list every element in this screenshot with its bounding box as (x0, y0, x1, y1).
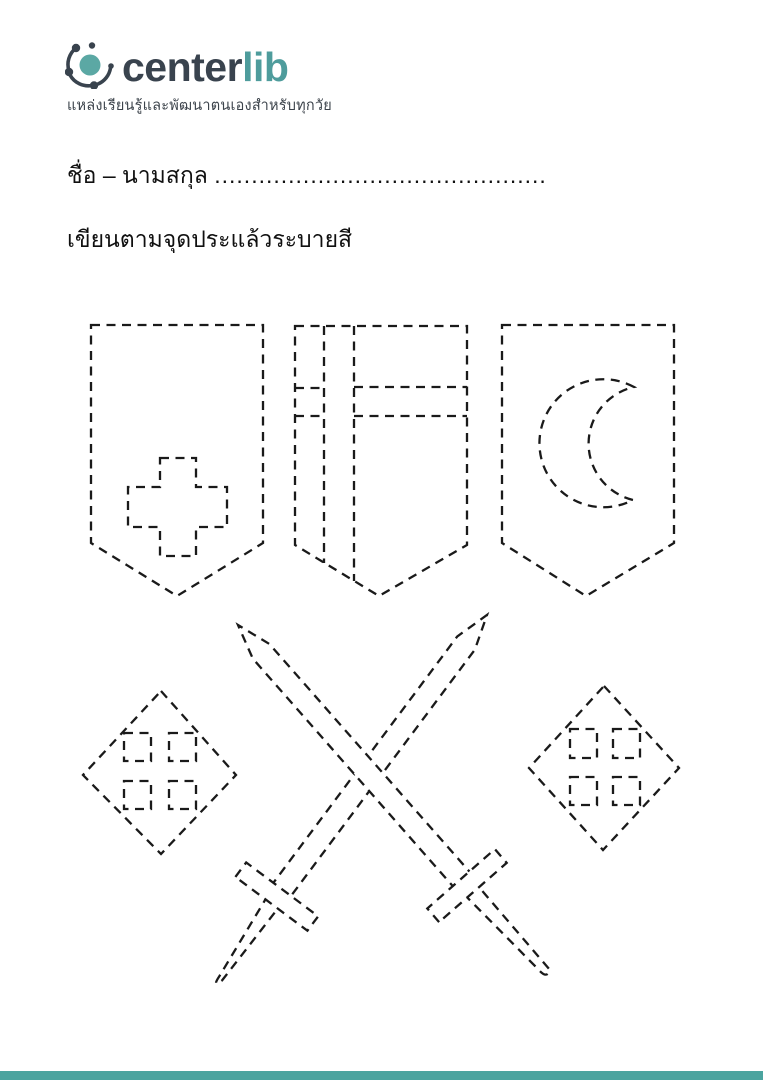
small-square (613, 729, 640, 758)
small-square (169, 781, 196, 809)
sword-grip (464, 883, 550, 974)
name-field-label: ชื่อ – นามสกุล (67, 162, 208, 188)
brand-text-center: center (122, 44, 243, 90)
crescent-moon-icon (539, 379, 634, 507)
banner-outline (295, 326, 467, 596)
banner-with-stripes (295, 326, 467, 596)
sword-over (238, 625, 550, 975)
small-square (124, 781, 151, 809)
banner-with-cross (91, 325, 263, 596)
small-square (570, 777, 597, 805)
small-square (570, 729, 597, 758)
small-square (169, 733, 196, 761)
banner-outline (502, 325, 674, 596)
diamond-outline (529, 686, 679, 850)
brand-text-lib: lib (242, 44, 289, 90)
footer-accent-bar (0, 1071, 763, 1080)
diamond-with-squares-right (529, 686, 679, 850)
logo-tagline: แหล่งเรียนรู้และพัฒนาตนเองสำหรับทุกวัย (67, 98, 332, 114)
diamond-with-squares-left (83, 691, 236, 854)
small-square (613, 777, 640, 805)
diamond-outline (83, 691, 236, 854)
sword-under (216, 615, 487, 983)
name-field-dotted-line: ............................................. (214, 162, 547, 188)
instruction-text: เขียนตามจุดประแล้วระบายสี (67, 226, 353, 252)
banner-with-crescent (502, 325, 674, 596)
small-square (124, 733, 151, 761)
sword-grip (216, 895, 281, 983)
banner-outline (91, 325, 263, 596)
cross-icon (128, 458, 227, 556)
